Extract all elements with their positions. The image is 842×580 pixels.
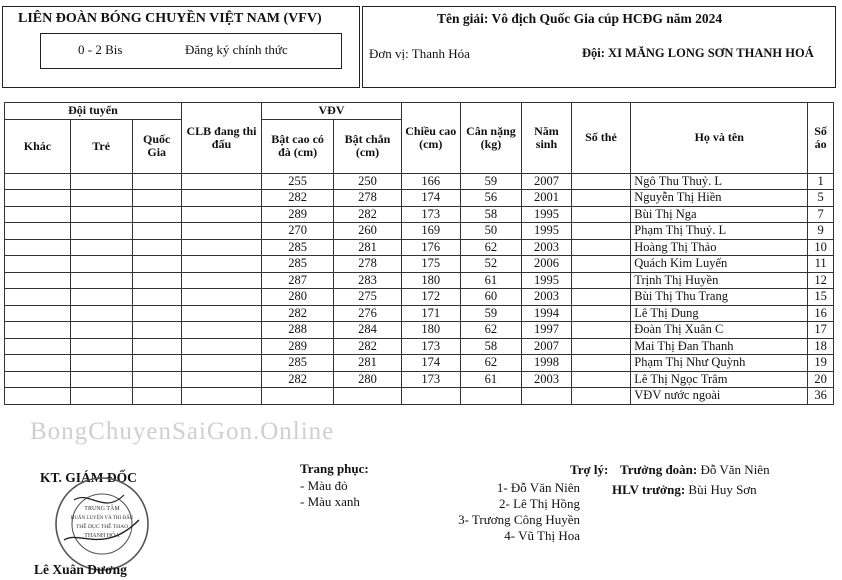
spike-cell xyxy=(262,388,334,405)
table-row xyxy=(5,338,834,355)
club-cell xyxy=(181,223,261,240)
height-cell: 169 xyxy=(401,223,460,240)
stamp-line: HUẤN LUYỆN VÀ THI ĐẤU xyxy=(70,516,134,521)
name-cell: Nguyễn Thị Hiền xyxy=(631,190,808,207)
number-cell: 16 xyxy=(808,305,834,322)
club-cell xyxy=(181,239,261,256)
name-cell: Trịnh Thị Huyền xyxy=(631,272,808,289)
block-cell: 282 xyxy=(334,206,402,223)
national-cell xyxy=(132,173,181,190)
national-cell xyxy=(132,223,181,240)
weight-cell: 50 xyxy=(460,223,522,240)
number-header: Số áo xyxy=(808,103,834,174)
national-cell xyxy=(132,322,181,339)
club-cell xyxy=(181,190,261,207)
number-cell: 36 xyxy=(808,388,834,405)
height-header: Chiều cao (cm) xyxy=(401,103,460,174)
national-cell xyxy=(132,190,181,207)
birth-cell: 2007 xyxy=(522,338,571,355)
other-cell xyxy=(5,239,71,256)
head-of-delegation xyxy=(620,462,770,478)
birth-cell xyxy=(522,388,571,405)
club-cell xyxy=(181,206,261,223)
card-cell xyxy=(571,206,631,223)
table-row xyxy=(5,256,834,273)
height-cell: 180 xyxy=(401,322,460,339)
other-cell xyxy=(5,355,71,372)
youth-cell xyxy=(70,289,132,306)
youth-header: Trẻ xyxy=(70,119,132,173)
national-cell xyxy=(132,239,181,256)
spike-cell: 289 xyxy=(262,338,334,355)
youth-cell xyxy=(70,322,132,339)
table-row xyxy=(5,223,834,240)
height-cell: 166 xyxy=(401,173,460,190)
number-cell: 7 xyxy=(808,206,834,223)
spike-cell: 285 xyxy=(262,355,334,372)
table-row xyxy=(5,206,834,223)
youth-cell xyxy=(70,355,132,372)
youth-cell xyxy=(70,338,132,355)
coach-name: Bùi Huy Sơn xyxy=(688,482,757,497)
club-cell xyxy=(181,388,261,405)
registration-value: 0 - 2 Bis xyxy=(78,42,123,57)
birth-cell: 1995 xyxy=(522,223,571,240)
card-cell xyxy=(571,256,631,273)
name-cell: Đoàn Thị Xuân C xyxy=(631,322,808,339)
table-row xyxy=(5,371,834,388)
block-cell: 250 xyxy=(334,173,402,190)
head-label: Trưởng đoàn: xyxy=(620,462,698,477)
spike-cell: 285 xyxy=(262,256,334,273)
selection-group-header: Đội tuyển xyxy=(5,103,182,120)
stamp-line: THỂ DỤC THỂ THAO xyxy=(75,524,129,530)
block-cell: 284 xyxy=(334,322,402,339)
name-cell: Bùi Thị Thu Trang xyxy=(631,289,808,306)
other-cell xyxy=(5,256,71,273)
team-name: Đội: XI MĂNG LONG SƠN THANH HOÁ xyxy=(582,46,814,60)
youth-cell xyxy=(70,305,132,322)
assistant-item: 1- Đỗ Văn Niên xyxy=(496,480,580,495)
national-cell xyxy=(132,206,181,223)
card-cell xyxy=(571,322,631,339)
card-cell xyxy=(571,190,631,207)
other-cell xyxy=(5,223,71,240)
director-title: KT. GIÁM ĐỐC xyxy=(40,470,137,485)
birth-cell: 2003 xyxy=(522,239,571,256)
card-cell xyxy=(571,305,631,322)
other-header: Khác xyxy=(5,119,71,173)
coach-label: HLV trưởng: xyxy=(612,482,686,497)
assistant-item: 3- Trương Công Huyền xyxy=(458,512,580,527)
block-header: Bật chắn (cm) xyxy=(334,119,402,173)
number-cell: 20 xyxy=(808,371,834,388)
club-cell xyxy=(181,272,261,289)
club-cell xyxy=(181,338,261,355)
table-row xyxy=(5,272,834,289)
name-cell: Bùi Thị Nga xyxy=(631,206,808,223)
weight-cell: 61 xyxy=(460,272,522,289)
table-row xyxy=(5,388,834,405)
national-cell xyxy=(132,355,181,372)
name-header: Họ và tên xyxy=(631,103,808,174)
spike-cell: 282 xyxy=(262,190,334,207)
federation-title: LIÊN ĐOÀN BÓNG CHUYỀN VIỆT NAM (VFV) xyxy=(18,11,322,26)
number-cell: 12 xyxy=(808,272,834,289)
head-coach xyxy=(612,482,757,498)
other-cell xyxy=(5,371,71,388)
unit-name: Đơn vị: Thanh Hóa xyxy=(369,46,470,61)
birth-cell: 1997 xyxy=(522,322,571,339)
card-cell xyxy=(571,272,631,289)
other-cell xyxy=(5,305,71,322)
block-cell: 278 xyxy=(334,190,402,207)
number-cell: 11 xyxy=(808,256,834,273)
birth-header: Năm sinh xyxy=(522,103,571,174)
card-cell xyxy=(571,338,631,355)
uniform-item: - Màu xanh xyxy=(300,494,360,509)
name-cell: Hoàng Thị Thảo xyxy=(631,239,808,256)
number-cell: 1 xyxy=(808,173,834,190)
other-cell xyxy=(5,388,71,405)
card-cell xyxy=(571,388,631,405)
spike-cell: 287 xyxy=(262,272,334,289)
club-cell xyxy=(181,305,261,322)
birth-cell: 2003 xyxy=(522,371,571,388)
youth-cell xyxy=(70,206,132,223)
national-cell xyxy=(132,289,181,306)
national-cell xyxy=(132,388,181,405)
club-cell xyxy=(181,289,261,306)
card-header: Số thẻ xyxy=(571,103,631,174)
name-cell: Ngô Thu Thuỷ. L xyxy=(631,173,808,190)
spike-cell: 288 xyxy=(262,322,334,339)
other-cell xyxy=(5,173,71,190)
table-row xyxy=(5,305,834,322)
youth-cell xyxy=(70,256,132,273)
table-row xyxy=(5,322,834,339)
spike-cell: 270 xyxy=(262,223,334,240)
national-cell xyxy=(132,371,181,388)
spike-cell: 282 xyxy=(262,371,334,388)
weight-header: Cân nặng (kg) xyxy=(460,103,522,174)
assistant-item: 2- Lê Thị Hồng xyxy=(499,496,580,511)
number-cell: 10 xyxy=(808,239,834,256)
number-cell: 18 xyxy=(808,338,834,355)
card-cell xyxy=(571,371,631,388)
block-cell: 282 xyxy=(334,338,402,355)
weight-cell: 62 xyxy=(460,239,522,256)
club-cell xyxy=(181,371,261,388)
spike-cell: 255 xyxy=(262,173,334,190)
block-cell: 281 xyxy=(334,239,402,256)
club-header: CLB đang thi đấu xyxy=(181,103,261,174)
table-row xyxy=(5,190,834,207)
number-cell: 17 xyxy=(808,322,834,339)
card-cell xyxy=(571,223,631,240)
weight-cell: 62 xyxy=(460,355,522,372)
assistants-label: Trợ lý: xyxy=(570,462,609,477)
height-cell xyxy=(401,388,460,405)
other-cell xyxy=(5,190,71,207)
uniform-list xyxy=(300,478,360,510)
spike-cell: 285 xyxy=(262,239,334,256)
other-cell xyxy=(5,322,71,339)
youth-cell xyxy=(70,223,132,240)
watermark: BongChuyenSaiGon.Online xyxy=(30,418,335,445)
birth-cell: 2006 xyxy=(522,256,571,273)
birth-cell: 1995 xyxy=(522,272,571,289)
club-cell xyxy=(181,355,261,372)
card-cell xyxy=(571,355,631,372)
block-cell: 275 xyxy=(334,289,402,306)
youth-cell xyxy=(70,388,132,405)
name-cell: Lê Thị Dung xyxy=(631,305,808,322)
block-cell: 276 xyxy=(334,305,402,322)
table-row xyxy=(5,173,834,190)
youth-cell xyxy=(70,173,132,190)
uniform-label: Trang phục: xyxy=(300,461,369,476)
national-cell xyxy=(132,256,181,273)
tournament-name: Tên giải: Vô địch Quốc Gia cúp HCĐG năm 2024 xyxy=(437,11,723,26)
name-cell: Quách Kim Luyến xyxy=(631,256,808,273)
national-cell xyxy=(132,272,181,289)
name-cell: Phạm Thị Thuỷ. L xyxy=(631,223,808,240)
block-cell: 283 xyxy=(334,272,402,289)
block-cell: 281 xyxy=(334,355,402,372)
name-cell: Lê Thị Ngọc Trâm xyxy=(631,371,808,388)
weight-cell: 59 xyxy=(460,305,522,322)
official-stamp xyxy=(44,470,154,575)
block-cell: 278 xyxy=(334,256,402,273)
weight-cell: 58 xyxy=(460,338,522,355)
roster-table xyxy=(4,102,834,405)
weight-cell: 61 xyxy=(460,371,522,388)
youth-cell xyxy=(70,272,132,289)
name-cell: VĐV nước ngoài xyxy=(631,388,808,405)
height-cell: 180 xyxy=(401,272,460,289)
other-cell xyxy=(5,289,71,306)
youth-cell xyxy=(70,239,132,256)
stamp-line: TRUNG TÂM xyxy=(84,506,120,512)
weight-cell: 60 xyxy=(460,289,522,306)
assistant-item: 4- Vũ Thị Hoa xyxy=(504,528,580,543)
birth-cell: 1998 xyxy=(522,355,571,372)
height-cell: 171 xyxy=(401,305,460,322)
block-cell: 260 xyxy=(334,223,402,240)
head-name: Đỗ Văn Niên xyxy=(700,462,770,477)
height-cell: 173 xyxy=(401,371,460,388)
card-cell xyxy=(571,289,631,306)
club-cell xyxy=(181,322,261,339)
birth-cell: 2001 xyxy=(522,190,571,207)
birth-cell: 1995 xyxy=(522,206,571,223)
height-cell: 176 xyxy=(401,239,460,256)
block-cell: 280 xyxy=(334,371,402,388)
name-cell: Phạm Thị Như Quỳnh xyxy=(631,355,808,372)
national-cell xyxy=(132,305,181,322)
birth-cell: 2007 xyxy=(522,173,571,190)
other-cell xyxy=(5,338,71,355)
name-cell: Mai Thị Đan Thanh xyxy=(631,338,808,355)
assistant-list xyxy=(440,480,580,544)
vdv-group-header: VĐV xyxy=(262,103,402,120)
weight-cell xyxy=(460,388,522,405)
weight-cell: 62 xyxy=(460,322,522,339)
weight-cell: 56 xyxy=(460,190,522,207)
block-cell xyxy=(334,388,402,405)
other-cell xyxy=(5,206,71,223)
spike-cell: 282 xyxy=(262,305,334,322)
card-cell xyxy=(571,173,631,190)
table-row xyxy=(5,355,834,372)
weight-cell: 58 xyxy=(460,206,522,223)
birth-cell: 2003 xyxy=(522,289,571,306)
club-cell xyxy=(181,173,261,190)
other-cell xyxy=(5,272,71,289)
director-name: Lê Xuân Dương xyxy=(34,562,127,577)
number-cell: 5 xyxy=(808,190,834,207)
uniform-item: - Màu đỏ xyxy=(300,478,348,493)
number-cell: 15 xyxy=(808,289,834,306)
height-cell: 175 xyxy=(401,256,460,273)
height-cell: 174 xyxy=(401,190,460,207)
height-cell: 173 xyxy=(401,206,460,223)
stamp-line: THANH HÓA xyxy=(84,533,120,539)
height-cell: 172 xyxy=(401,289,460,306)
weight-cell: 59 xyxy=(460,173,522,190)
number-cell: 19 xyxy=(808,355,834,372)
youth-cell xyxy=(70,190,132,207)
height-cell: 174 xyxy=(401,355,460,372)
spike-cell: 289 xyxy=(262,206,334,223)
club-cell xyxy=(181,256,261,273)
table-row xyxy=(5,289,834,306)
youth-cell xyxy=(70,371,132,388)
spike-cell: 280 xyxy=(262,289,334,306)
national-header: Quốc Gia xyxy=(132,119,181,173)
number-cell: 9 xyxy=(808,223,834,240)
national-cell xyxy=(132,338,181,355)
registration-label: Đăng ký chính thức xyxy=(185,42,288,57)
birth-cell: 1994 xyxy=(522,305,571,322)
table-row xyxy=(5,239,834,256)
spike-header: Bật cao có đà (cm) xyxy=(262,119,334,173)
card-cell xyxy=(571,239,631,256)
height-cell: 173 xyxy=(401,338,460,355)
weight-cell: 52 xyxy=(460,256,522,273)
